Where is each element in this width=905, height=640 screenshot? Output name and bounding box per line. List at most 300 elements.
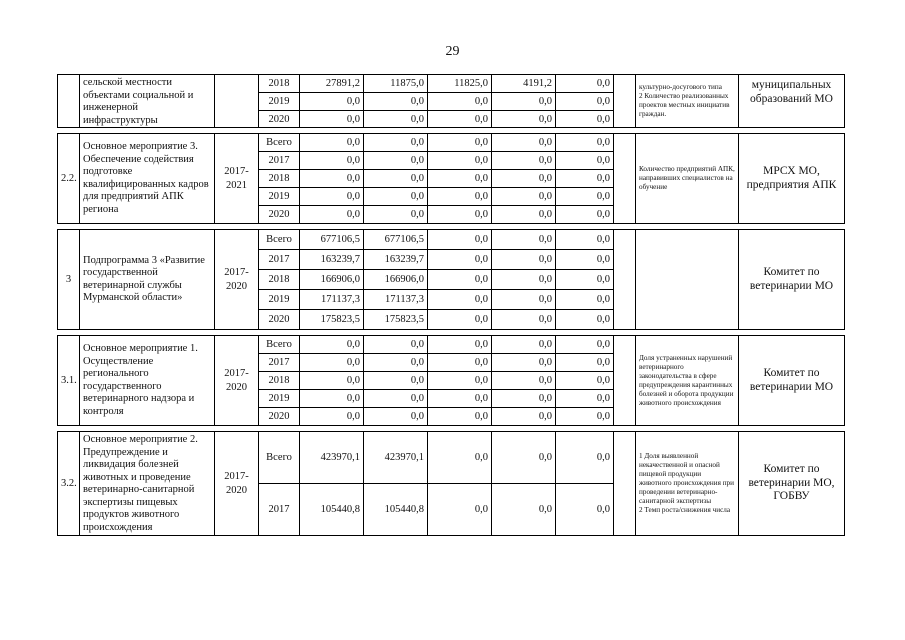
cell-line: Всего xyxy=(266,137,292,148)
cell-line: 0,0 xyxy=(596,294,610,305)
cell-line: 0,0 xyxy=(474,96,488,108)
table-row xyxy=(58,336,845,354)
value-cell xyxy=(492,372,556,390)
cell-line: 0,0 xyxy=(538,274,552,285)
cell-line: 2019 xyxy=(268,96,290,108)
cell-line: 0,0 xyxy=(538,504,552,515)
period xyxy=(215,230,259,330)
cell-line: 0,0 xyxy=(596,155,610,166)
cell-line: 0,0 xyxy=(474,155,488,166)
value-cell xyxy=(556,188,614,206)
value-cell xyxy=(364,336,428,354)
cell-line: 2017 xyxy=(268,357,290,368)
value-cell xyxy=(364,93,428,111)
value-cell xyxy=(492,75,556,93)
cell-line: 0,0 xyxy=(474,314,488,325)
year-cell xyxy=(259,270,300,290)
cell-line: 2018 xyxy=(268,173,290,184)
cell-line: 0,0 xyxy=(596,173,610,184)
cell-line: 0,0 xyxy=(538,113,552,125)
value-cell xyxy=(492,484,556,536)
value-cell xyxy=(556,93,614,111)
cell-line: 423970,1 xyxy=(320,452,360,463)
value-cell xyxy=(492,408,556,426)
value-cell xyxy=(556,390,614,408)
cell-line: 0,0 xyxy=(346,209,360,220)
cell-line: 105440,8 xyxy=(384,504,424,515)
year-cell xyxy=(259,484,300,536)
cell-line: 0,0 xyxy=(346,96,360,108)
cell-line: 0,0 xyxy=(410,393,424,404)
value-cell xyxy=(556,484,614,536)
cell-line: Комитет по ветеринарии МО, ГОБВУ xyxy=(748,463,835,503)
value-cell xyxy=(364,188,428,206)
value-cell xyxy=(300,432,364,484)
cell-line: Подпрограмма 3 «Развитие государственной ветеринарной службы Мурманской области» xyxy=(83,254,205,303)
indicator xyxy=(636,134,739,224)
cell-line: 175823,5 xyxy=(384,314,424,325)
indicator xyxy=(636,75,739,128)
value-cell xyxy=(428,372,492,390)
cell-line: 0,0 xyxy=(538,314,552,325)
cell-line: 2017 xyxy=(268,504,290,515)
value-cell xyxy=(364,111,428,128)
value-cell xyxy=(428,250,492,270)
value-cell xyxy=(364,310,428,330)
cell-line: Количество предприятий АПК, направивших специалистов на обучение xyxy=(639,165,735,191)
cell-line: 0,0 xyxy=(596,411,610,422)
spacer-cell xyxy=(614,432,636,536)
value-cell xyxy=(300,270,364,290)
cell-line: 0,0 xyxy=(346,173,360,184)
indicator xyxy=(636,230,739,330)
value-cell xyxy=(556,290,614,310)
cell-line: 0,0 xyxy=(596,209,610,220)
cell-line: 0,0 xyxy=(538,191,552,202)
cell-line: 0,0 xyxy=(346,339,360,350)
cell-line: сельской местности объектами социальной и инженерной инфраструктуры xyxy=(83,77,194,126)
responsible xyxy=(739,134,845,224)
value-cell xyxy=(300,290,364,310)
value-cell xyxy=(428,270,492,290)
responsible xyxy=(739,432,845,536)
year-cell xyxy=(259,170,300,188)
value-cell xyxy=(556,408,614,426)
value-cell xyxy=(364,250,428,270)
value-cell xyxy=(556,75,614,93)
cell-line: 2020 xyxy=(268,113,290,125)
value-cell xyxy=(364,206,428,224)
cell-line: 0,0 xyxy=(538,96,552,108)
cell-line: муниципальных образований МО xyxy=(750,79,833,105)
cell-line: 0,0 xyxy=(596,113,610,125)
cell-line: 0,0 xyxy=(474,274,488,285)
value-cell xyxy=(300,152,364,170)
value-cell xyxy=(300,111,364,128)
cell-line: 0,0 xyxy=(410,209,424,220)
page-number: 29 xyxy=(445,44,460,59)
measure-name xyxy=(80,432,215,536)
cell-line: 0,0 xyxy=(346,411,360,422)
spacer-cell xyxy=(614,75,636,128)
value-cell xyxy=(492,336,556,354)
cell-line: 2017 xyxy=(268,254,290,265)
value-cell xyxy=(428,390,492,408)
cell-line: 0,0 xyxy=(596,274,610,285)
value-cell xyxy=(428,310,492,330)
value-cell xyxy=(428,354,492,372)
value-cell xyxy=(428,336,492,354)
period xyxy=(215,75,259,128)
cell-line: 166906,0 xyxy=(384,274,424,285)
cell-line: 0,0 xyxy=(410,137,424,148)
cell-line: 0,0 xyxy=(596,234,610,245)
value-cell xyxy=(300,390,364,408)
value-cell xyxy=(428,170,492,188)
cell-line: 0,0 xyxy=(596,254,610,265)
table-row xyxy=(58,134,845,152)
cell-line: 2017-2020 xyxy=(224,266,249,292)
cell-line: 175823,5 xyxy=(320,314,360,325)
value-cell xyxy=(556,372,614,390)
period xyxy=(215,336,259,426)
year-cell xyxy=(259,354,300,372)
value-cell xyxy=(364,75,428,93)
cell-line: 0,0 xyxy=(410,357,424,368)
cell-line: 0,0 xyxy=(346,155,360,166)
value-cell xyxy=(492,432,556,484)
cell-line: 166906,0 xyxy=(320,274,360,285)
cell-line: 0,0 xyxy=(410,339,424,350)
year-cell xyxy=(259,93,300,111)
cell-line: 0,0 xyxy=(474,452,488,463)
cell-line: 0,0 xyxy=(474,357,488,368)
cell-line: 0,0 xyxy=(596,137,610,148)
responsible xyxy=(739,336,845,426)
cell-line: 0,0 xyxy=(538,173,552,184)
value-cell xyxy=(492,206,556,224)
item-number xyxy=(58,432,80,536)
cell-line: 2 Темп роста/снижения числа xyxy=(639,506,731,514)
cell-line: 2019 xyxy=(268,191,290,202)
year-cell xyxy=(259,310,300,330)
cell-line: 0,0 xyxy=(346,357,360,368)
year-cell xyxy=(259,134,300,152)
value-cell xyxy=(556,170,614,188)
cell-line: 0,0 xyxy=(346,191,360,202)
value-cell xyxy=(428,111,492,128)
program-table xyxy=(57,74,845,536)
value-cell xyxy=(300,206,364,224)
value-cell xyxy=(364,152,428,170)
item-number xyxy=(58,230,80,330)
cell-line: Всего xyxy=(266,452,292,463)
cell-line: 2017-2020 xyxy=(224,367,249,393)
value-cell xyxy=(300,408,364,426)
cell-line: 3.1. xyxy=(61,375,77,386)
value-cell xyxy=(428,152,492,170)
value-cell xyxy=(300,250,364,270)
cell-line: 0,0 xyxy=(596,339,610,350)
cell-line: 2020 xyxy=(268,411,290,422)
year-cell xyxy=(259,152,300,170)
value-cell xyxy=(300,372,364,390)
year-cell xyxy=(259,75,300,93)
value-cell xyxy=(492,310,556,330)
cell-line: 0,0 xyxy=(410,173,424,184)
value-cell xyxy=(428,206,492,224)
value-cell xyxy=(556,134,614,152)
value-cell xyxy=(556,310,614,330)
value-cell xyxy=(428,484,492,536)
cell-line: 2020 xyxy=(268,314,290,325)
cell-line: 0,0 xyxy=(474,234,488,245)
value-cell xyxy=(492,152,556,170)
value-cell xyxy=(428,408,492,426)
period xyxy=(215,432,259,536)
cell-line: 0,0 xyxy=(474,209,488,220)
cell-line: 11825,0 xyxy=(454,78,488,90)
cell-line: 0,0 xyxy=(474,393,488,404)
cell-line: 3 xyxy=(65,274,72,285)
measure-name xyxy=(80,230,215,330)
cell-line: 0,0 xyxy=(410,191,424,202)
value-cell xyxy=(364,134,428,152)
cell-line: 0,0 xyxy=(596,504,610,515)
value-cell xyxy=(492,250,556,270)
value-cell xyxy=(492,111,556,128)
cell-line: культурно-досугового типа xyxy=(639,83,722,91)
cell-line: Основное мероприятие 2. Предупреждение и ликвидация болезней животных и проведение ветеринарно-санитарной экспертизы пищевых продуктов животного происхождения xyxy=(83,434,198,533)
cell-line: 0,0 xyxy=(474,294,488,305)
cell-line: 171137,3 xyxy=(385,294,424,305)
measure-name xyxy=(80,336,215,426)
indicator xyxy=(636,432,739,536)
responsible xyxy=(739,75,845,128)
cell-line: 2017 xyxy=(268,155,290,166)
cell-line: 3.2. xyxy=(61,478,77,489)
cell-line: 0,0 xyxy=(538,254,552,265)
cell-line: 4191,2 xyxy=(523,78,552,90)
cell-line: МРСХ МО, предприятия АПК xyxy=(746,165,837,191)
cell-line: 677106,5 xyxy=(384,234,424,245)
cell-line: 0,0 xyxy=(346,137,360,148)
cell-line: 0,0 xyxy=(410,155,424,166)
cell-line: 0,0 xyxy=(596,393,610,404)
cell-line: 0,0 xyxy=(596,96,610,108)
cell-line: Комитет по ветеринарии МО xyxy=(749,367,834,393)
cell-line: 0,0 xyxy=(346,375,360,386)
value-cell xyxy=(300,170,364,188)
cell-line: 105440,8 xyxy=(320,504,360,515)
value-cell xyxy=(300,484,364,536)
table-row xyxy=(58,230,845,250)
value-cell xyxy=(300,93,364,111)
cell-line: 0,0 xyxy=(596,357,610,368)
value-cell xyxy=(428,432,492,484)
spacer-cell xyxy=(614,336,636,426)
value-cell xyxy=(364,354,428,372)
cell-line: 0,0 xyxy=(410,96,424,108)
value-cell xyxy=(364,290,428,310)
value-cell xyxy=(364,432,428,484)
table-row xyxy=(58,432,845,484)
cell-line: 0,0 xyxy=(596,314,610,325)
value-cell xyxy=(364,372,428,390)
item-number xyxy=(58,336,80,426)
value-cell xyxy=(492,354,556,372)
cell-line: Всего xyxy=(266,234,292,245)
cell-line: 0,0 xyxy=(538,155,552,166)
table-row xyxy=(58,75,845,93)
value-cell xyxy=(492,270,556,290)
item-number xyxy=(58,75,80,128)
value-cell xyxy=(300,336,364,354)
cell-line: 0,0 xyxy=(538,234,552,245)
value-cell xyxy=(492,390,556,408)
cell-line: 27891,2 xyxy=(325,78,360,90)
cell-line: 0,0 xyxy=(538,393,552,404)
cell-line: 2019 xyxy=(268,393,290,404)
cell-line: 163239,7 xyxy=(320,254,360,265)
value-cell xyxy=(364,170,428,188)
spacer-cell xyxy=(614,134,636,224)
value-cell xyxy=(556,432,614,484)
cell-line: Доля устраненных нарушений ветеринарного законодательства в сфере предупреждения карантинных болезней и оборота продукции животного происхождения xyxy=(639,353,734,407)
cell-line: 2020 xyxy=(268,209,290,220)
cell-line: 0,0 xyxy=(538,294,552,305)
cell-line: 0,0 xyxy=(538,375,552,386)
value-cell xyxy=(428,230,492,250)
cell-line: 0,0 xyxy=(474,191,488,202)
measure-name xyxy=(80,134,215,224)
cell-line: 2017-2021 xyxy=(224,165,249,191)
value-cell xyxy=(428,93,492,111)
cell-line: 2018 xyxy=(268,375,290,386)
year-cell xyxy=(259,250,300,270)
year-cell xyxy=(259,230,300,250)
value-cell xyxy=(492,170,556,188)
cell-line: 2019 xyxy=(268,294,290,305)
cell-line: 11875,0 xyxy=(390,78,424,90)
cell-line: 0,0 xyxy=(474,173,488,184)
value-cell xyxy=(364,484,428,536)
cell-line: 0,0 xyxy=(474,375,488,386)
cell-line: 0,0 xyxy=(538,339,552,350)
cell-line: 0,0 xyxy=(538,357,552,368)
year-cell xyxy=(259,111,300,128)
cell-line: 0,0 xyxy=(474,504,488,515)
year-cell xyxy=(259,390,300,408)
value-cell xyxy=(300,75,364,93)
cell-line: 0,0 xyxy=(538,137,552,148)
value-cell xyxy=(428,290,492,310)
year-cell xyxy=(259,372,300,390)
cell-line: Всего xyxy=(266,339,292,350)
value-cell xyxy=(364,408,428,426)
value-cell xyxy=(556,354,614,372)
year-cell xyxy=(259,206,300,224)
cell-line: Основное мероприятие 1. Осуществление регионального государственного ветеринарного надзора и контроля xyxy=(83,343,198,417)
cell-line: 677106,5 xyxy=(320,234,360,245)
cell-line: 171137,3 xyxy=(321,294,360,305)
cell-line: 0,0 xyxy=(346,113,360,125)
responsible xyxy=(739,230,845,330)
cell-line: 0,0 xyxy=(538,209,552,220)
year-cell xyxy=(259,432,300,484)
value-cell xyxy=(556,250,614,270)
cell-line: 423970,1 xyxy=(384,452,424,463)
cell-line: 0,0 xyxy=(596,375,610,386)
cell-line: 0,0 xyxy=(410,411,424,422)
value-cell xyxy=(556,111,614,128)
cell-line: 0,0 xyxy=(538,411,552,422)
value-cell xyxy=(364,270,428,290)
cell-line: 2017-2020 xyxy=(224,470,249,496)
cell-line: 0,0 xyxy=(596,452,610,463)
cell-line: 2.2. xyxy=(61,173,77,184)
year-cell xyxy=(259,290,300,310)
value-cell xyxy=(428,134,492,152)
cell-line: 0,0 xyxy=(474,339,488,350)
cell-line: 0,0 xyxy=(474,137,488,148)
cell-line: 0,0 xyxy=(410,375,424,386)
value-cell xyxy=(300,230,364,250)
year-cell xyxy=(259,188,300,206)
item-number xyxy=(58,134,80,224)
cell-line: 0,0 xyxy=(474,411,488,422)
spacer-cell xyxy=(614,230,636,330)
cell-line: Комитет по ветеринарии МО xyxy=(749,266,834,292)
cell-line: 2018 xyxy=(268,274,290,285)
value-cell xyxy=(300,134,364,152)
cell-line: 0,0 xyxy=(410,113,424,125)
cell-line: 2 Количество реализованных проектов местных инициатив граждан. xyxy=(639,92,730,118)
value-cell xyxy=(556,206,614,224)
value-cell xyxy=(428,75,492,93)
value-cell xyxy=(364,230,428,250)
cell-line: 0,0 xyxy=(346,393,360,404)
value-cell xyxy=(492,134,556,152)
cell-line: 163239,7 xyxy=(384,254,424,265)
value-cell xyxy=(492,93,556,111)
cell-line: 0,0 xyxy=(596,78,610,90)
cell-line: 0,0 xyxy=(474,113,488,125)
value-cell xyxy=(556,230,614,250)
cell-line: 0,0 xyxy=(474,254,488,265)
measure-name xyxy=(80,75,215,128)
period xyxy=(215,134,259,224)
value-cell xyxy=(492,290,556,310)
value-cell xyxy=(364,390,428,408)
indicator xyxy=(636,336,739,426)
cell-line: 0,0 xyxy=(596,191,610,202)
cell-line: Основное мероприятие 3. Обеспечение содействия подготовке квалифицированных кадров для предприятий АПК региона xyxy=(83,141,209,215)
value-cell xyxy=(492,230,556,250)
cell-line: 0,0 xyxy=(538,452,552,463)
value-cell xyxy=(300,354,364,372)
value-cell xyxy=(556,270,614,290)
year-cell xyxy=(259,336,300,354)
value-cell xyxy=(428,188,492,206)
cell-line: 2018 xyxy=(268,78,290,90)
value-cell xyxy=(300,188,364,206)
value-cell xyxy=(556,152,614,170)
value-cell xyxy=(300,310,364,330)
cell-line: 1 Доля выявленной некачественной и опасной пищевой продукции животного происхождения при проведении ветеринарно-санитарной экспертизы xyxy=(639,452,735,505)
year-cell xyxy=(259,408,300,426)
value-cell xyxy=(492,188,556,206)
